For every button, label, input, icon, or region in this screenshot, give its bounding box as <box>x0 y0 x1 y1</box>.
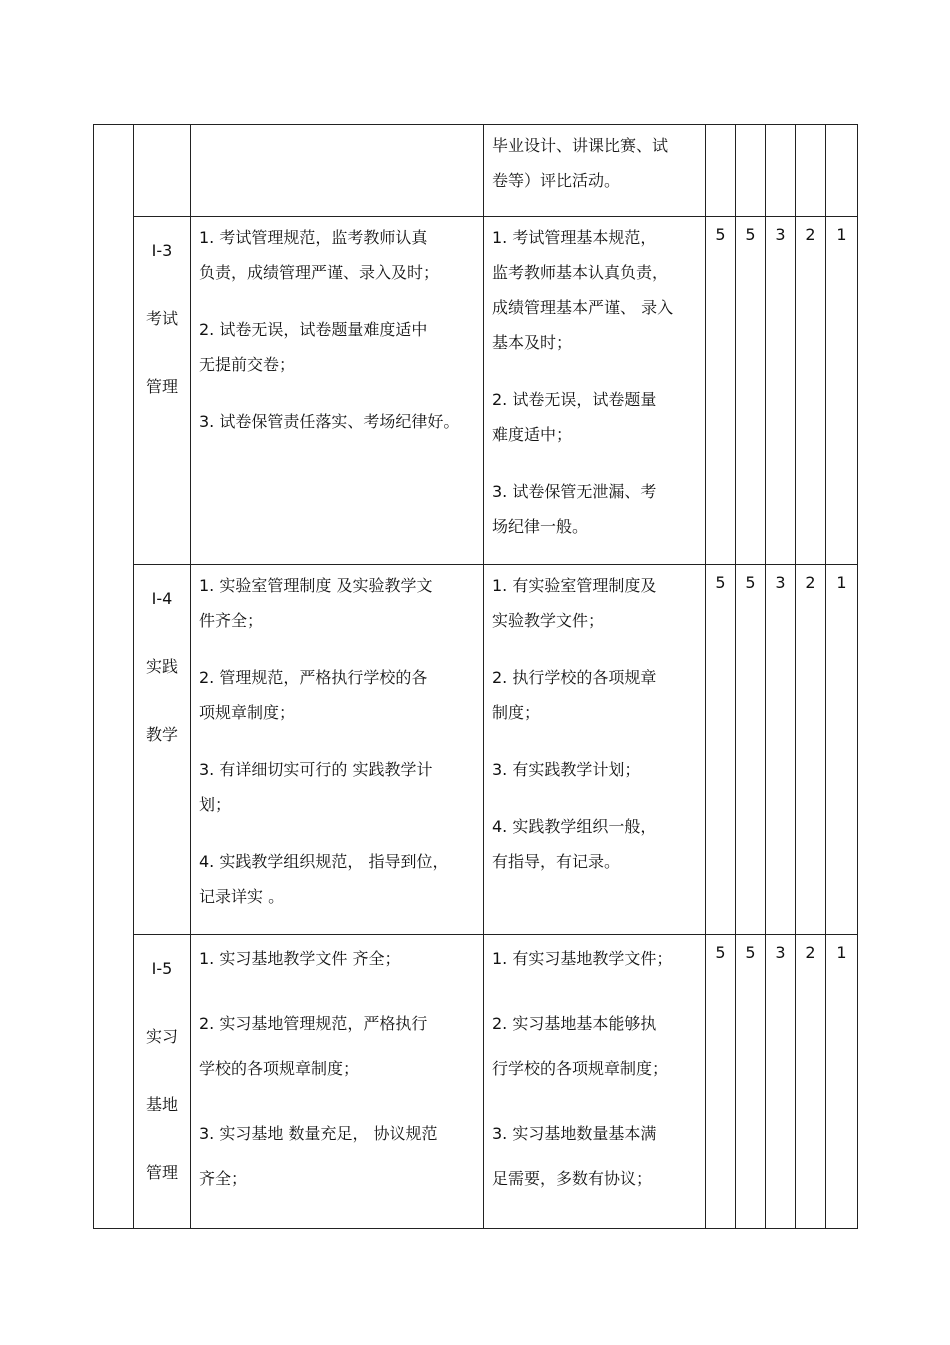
item-code: Ⅰ-4 <box>151 589 173 608</box>
standard-line: 项规章制度； <box>199 703 296 722</box>
score-cell: 5 <box>706 935 736 1229</box>
score-cell <box>766 125 796 217</box>
basic-line: 2. 试卷无误，试卷题量 <box>492 390 657 409</box>
item-name-line: 实习 <box>145 1027 178 1046</box>
standard-line: 2. 实习基地管理规范，严格执行 <box>199 1014 428 1033</box>
standard-line: 无提前交卷； <box>199 355 296 374</box>
item-name-line: 实践 <box>145 657 178 676</box>
item-name-line: 管理 <box>145 1163 178 1182</box>
basic-line: 监考教师基本认真负责， <box>492 263 669 282</box>
item-name-line: 管理 <box>145 377 178 396</box>
item-cell <box>134 935 191 1229</box>
score-cell: 2 <box>796 217 826 565</box>
basic-cell <box>484 565 706 935</box>
basic-line: 1. 有实验室管理制度及 <box>492 576 657 595</box>
score-cell <box>706 125 736 217</box>
basic-line: 行学校的各项规章制度； <box>492 1059 669 1078</box>
score-cell: 2 <box>796 565 826 935</box>
item-name-line: 考试 <box>145 309 178 328</box>
standard-cell <box>191 935 484 1229</box>
score-cell: 5 <box>736 935 766 1229</box>
table-row <box>94 565 858 935</box>
basic-line: 场纪律一般。 <box>492 517 589 536</box>
basic-cell <box>484 125 706 217</box>
score-cell: 3 <box>766 217 796 565</box>
basic-cell <box>484 935 706 1229</box>
basic-cell <box>484 217 706 565</box>
score-cell: 1 <box>826 217 858 565</box>
basic-line: 成绩管理基本严谨、 录入 <box>492 298 674 317</box>
score-cell: 5 <box>706 565 736 935</box>
standard-line: 3. 有详细切实可行的 实践教学计 <box>199 760 433 779</box>
score-cell <box>826 125 858 217</box>
standard-line: 齐全； <box>199 1169 248 1188</box>
basic-line: 有指导，有记录。 <box>492 852 621 871</box>
basic-line: 1. 考试管理基本规范， <box>492 228 657 247</box>
basic-line: 难度适中； <box>492 425 573 444</box>
item-cell <box>134 217 191 565</box>
item-name-line: 基地 <box>145 1095 178 1114</box>
basic-line: 1. 有实习基地教学文件； <box>492 949 673 968</box>
score-cell: 2 <box>796 935 826 1229</box>
table-row <box>94 217 858 565</box>
standard-line: 3. 试卷保管责任落实、考场纪律好。 <box>199 412 460 431</box>
table-row <box>94 935 858 1229</box>
standard-line: 件齐全； <box>199 611 264 630</box>
standard-line: 划； <box>199 795 232 814</box>
table-row <box>94 125 858 217</box>
standard-line: 1. 实验室管理制度 及实验教学文 <box>199 576 433 595</box>
score-cell: 3 <box>766 935 796 1229</box>
item-name-line: 教学 <box>145 725 178 744</box>
basic-line: 基本及时； <box>492 333 573 352</box>
standard-line: 1. 实习基地教学文件 齐全； <box>199 949 401 968</box>
standard-line: 2. 管理规范，严格执行学校的各 <box>199 668 428 687</box>
standard-line: 4. 实践教学组织规范， 指导到位， <box>199 852 449 871</box>
standard-line: 2. 试卷无误，试卷题量难度适中 <box>199 320 428 339</box>
basic-line: 3. 有实践教学计划； <box>492 760 641 779</box>
standard-cell <box>191 565 484 935</box>
basic-line: 制度； <box>492 703 541 722</box>
score-cell <box>736 125 766 217</box>
score-cell: 1 <box>826 935 858 1229</box>
score-cell <box>796 125 826 217</box>
score-cell: 5 <box>736 565 766 935</box>
standard-line: 1. 考试管理规范，监考教师认真 <box>199 228 428 247</box>
basic-line: 卷等）评比活动。 <box>492 171 621 190</box>
score-cell: 1 <box>826 565 858 935</box>
basic-line: 毕业设计、讲课比赛、试 <box>492 136 669 155</box>
standard-line: 负责，成绩管理严谨、录入及时； <box>199 263 440 282</box>
basic-line: 实验教学文件； <box>492 611 605 630</box>
standard-cell <box>191 217 484 565</box>
basic-line: 4. 实践教学组织一般， <box>492 817 657 836</box>
item-cell <box>134 565 191 935</box>
blank-category-cell <box>94 125 134 1229</box>
basic-line: 2. 实习基地基本能够执 <box>492 1014 657 1033</box>
evaluation-table <box>93 124 858 1229</box>
score-cell: 3 <box>766 565 796 935</box>
standard-line: 记录详实 。 <box>199 887 285 906</box>
score-cell: 5 <box>706 217 736 565</box>
item-code: Ⅰ-3 <box>151 241 173 260</box>
basic-line: 3. 实习基地数量基本满 <box>492 1124 657 1143</box>
basic-line: 3. 试卷保管无泄漏、考 <box>492 482 657 501</box>
basic-line: 2. 执行学校的各项规章 <box>492 668 657 687</box>
standard-line: 3. 实习基地 数量充足， 协议规范 <box>199 1124 438 1143</box>
item-code: Ⅰ-5 <box>151 959 173 978</box>
standard-cell <box>191 125 484 217</box>
standard-line: 学校的各项规章制度； <box>199 1059 360 1078</box>
score-cell: 5 <box>736 217 766 565</box>
item-cell <box>134 125 191 217</box>
basic-line: 足需要，多数有协议； <box>492 1169 653 1188</box>
